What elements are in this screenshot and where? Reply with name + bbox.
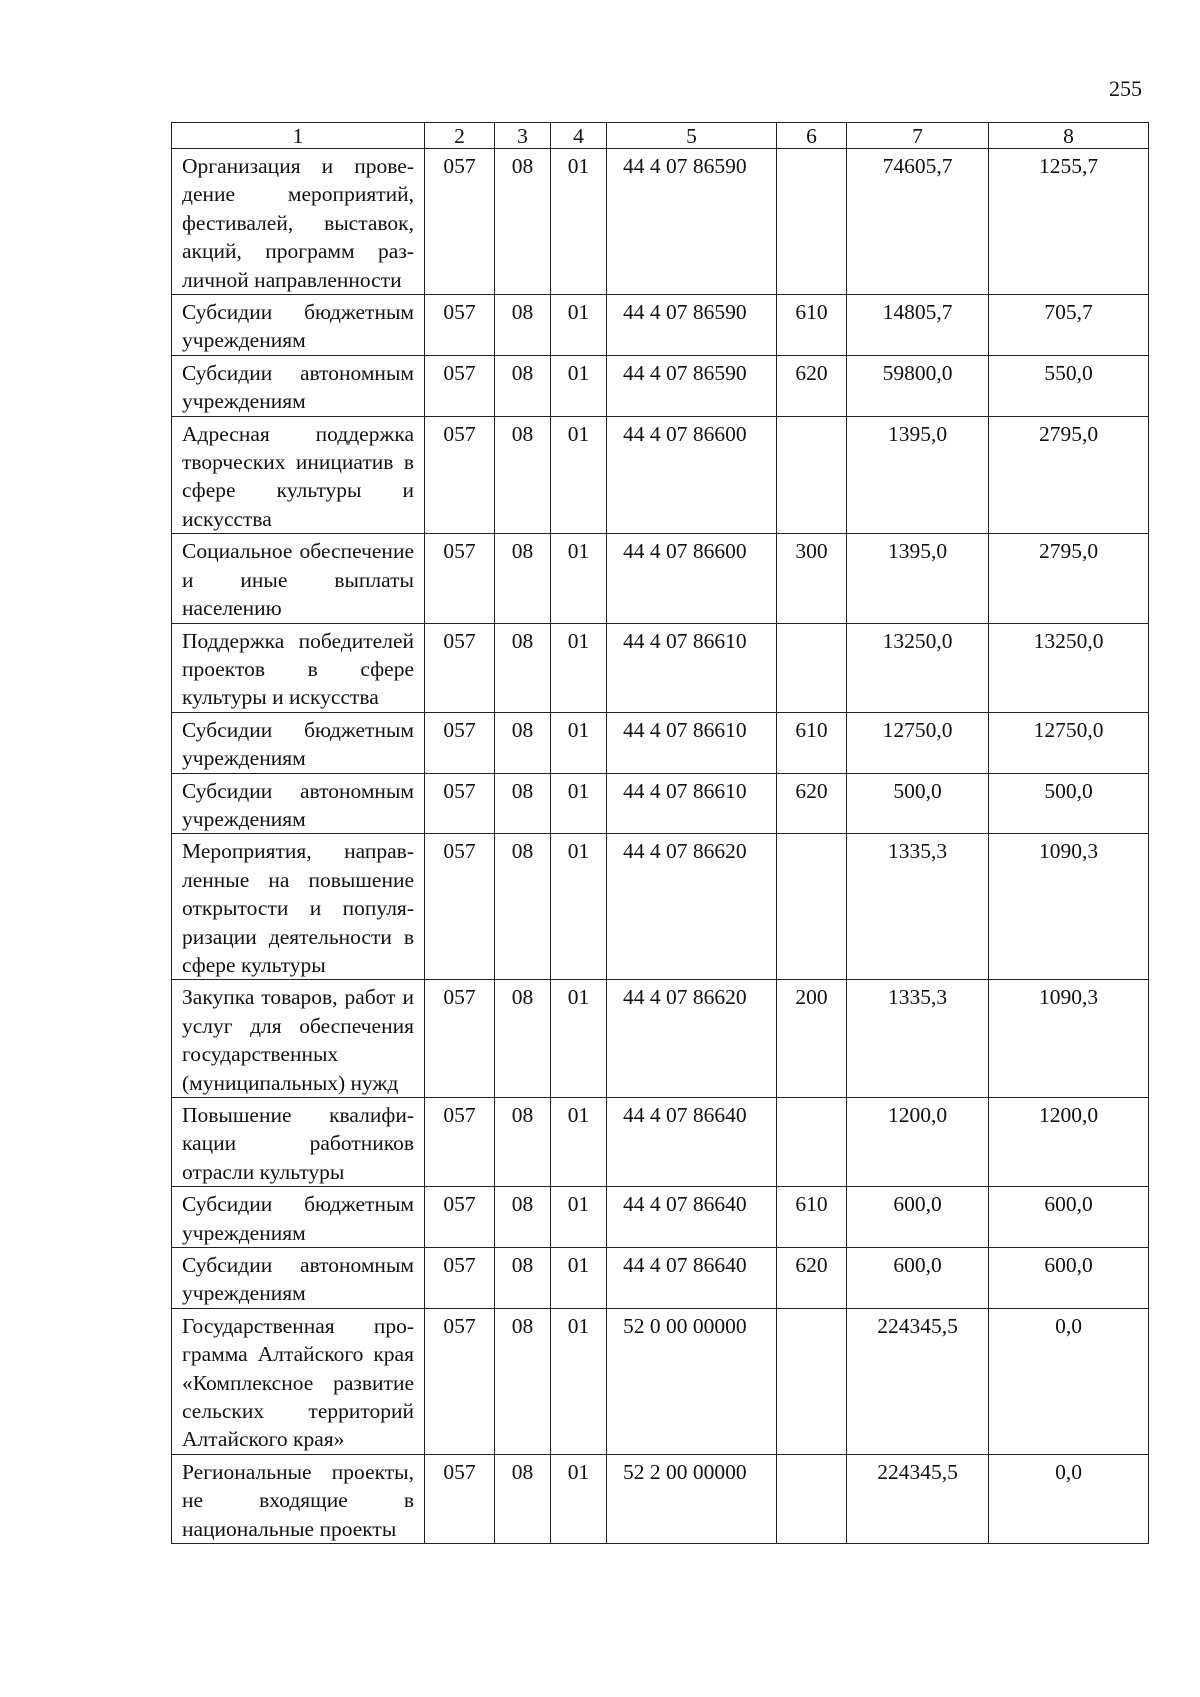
expense-type-cell: 610 [777,295,847,356]
page-number: 255 [1109,76,1142,101]
section-cell: 08 [495,1308,551,1454]
target-article-cell: 44 4 07 86610 [607,712,777,773]
section-cell: 08 [495,534,551,623]
table-row [172,416,1149,534]
section-cell: 08 [495,416,551,534]
expense-type-cell: 620 [777,1248,847,1309]
table-row [172,149,1149,295]
amount-col8-cell: 600,0 [989,1187,1149,1248]
subsection-cell: 01 [551,149,607,295]
expense-type-cell [777,1454,847,1543]
target-article-cell: 44 4 07 86600 [607,534,777,623]
admin-code-cell: 057 [425,149,495,295]
table-row [172,773,1149,834]
admin-code-cell: 057 [425,534,495,623]
admin-code-cell: 057 [425,1248,495,1309]
row-name-cell: Субсидии бюджетным учреждениям [172,295,425,356]
expense-type-cell [777,1098,847,1187]
row-name-cell: Субсидии автономным учреждениям [172,355,425,416]
target-article-cell: 44 4 07 86590 [607,355,777,416]
amount-col7-cell: 600,0 [847,1187,989,1248]
subsection-cell: 01 [551,534,607,623]
amount-col8-cell: 500,0 [989,773,1149,834]
amount-col7-cell: 14805,7 [847,295,989,356]
admin-code-cell: 057 [425,1187,495,1248]
row-name-cell: Региональные проекты, не входящие в национальные проекты [172,1454,425,1543]
amount-col8-cell: 1090,3 [989,980,1149,1098]
table-row [172,1454,1149,1543]
amount-col8-cell: 600,0 [989,1248,1149,1309]
table-row [172,1308,1149,1454]
section-cell: 08 [495,712,551,773]
admin-code-cell: 057 [425,355,495,416]
subsection-cell: 01 [551,834,607,980]
row-name-cell: Повышение квалификации работников отрасли культуры [172,1098,425,1187]
table-row [172,534,1149,623]
admin-code-cell: 057 [425,773,495,834]
amount-col7-cell: 1395,0 [847,416,989,534]
column-header-1: 1 [172,123,425,149]
table-row [172,834,1149,980]
expense-type-cell: 610 [777,712,847,773]
amount-col8-cell: 2795,0 [989,416,1149,534]
column-header-8: 8 [989,123,1149,149]
column-header-2: 2 [425,123,495,149]
amount-col8-cell: 13250,0 [989,623,1149,712]
target-article-cell: 44 4 07 86640 [607,1248,777,1309]
target-article-cell: 52 0 00 00000 [607,1308,777,1454]
row-name-cell: Субсидии автономным учреждениям [172,1248,425,1309]
target-article-cell: 44 4 07 86620 [607,834,777,980]
subsection-cell: 01 [551,1308,607,1454]
subsection-cell: 01 [551,416,607,534]
table-body [172,149,1149,1544]
amount-col8-cell: 12750,0 [989,712,1149,773]
target-article-cell: 44 4 07 86610 [607,773,777,834]
table-row [172,1098,1149,1187]
amount-col7-cell: 1395,0 [847,534,989,623]
row-name-cell: Субсидии бюджетным учреждениям [172,712,425,773]
amount-col7-cell: 224345,5 [847,1308,989,1454]
column-header-4: 4 [551,123,607,149]
target-article-cell: 44 4 07 86640 [607,1098,777,1187]
target-article-cell: 44 4 07 86610 [607,623,777,712]
section-cell: 08 [495,773,551,834]
section-cell: 08 [495,295,551,356]
section-cell: 08 [495,623,551,712]
admin-code-cell: 057 [425,1454,495,1543]
amount-col7-cell: 1335,3 [847,834,989,980]
admin-code-cell: 057 [425,834,495,980]
target-article-cell: 44 4 07 86600 [607,416,777,534]
section-cell: 08 [495,1454,551,1543]
amount-col8-cell: 705,7 [989,295,1149,356]
section-cell: 08 [495,834,551,980]
section-cell: 08 [495,980,551,1098]
subsection-cell: 01 [551,1187,607,1248]
row-name-cell: Субсидии бюджетным учреждениям [172,1187,425,1248]
budget-table [171,122,1149,1544]
amount-col8-cell: 1255,7 [989,149,1149,295]
subsection-cell: 01 [551,623,607,712]
admin-code-cell: 057 [425,1098,495,1187]
amount-col8-cell: 2795,0 [989,534,1149,623]
target-article-cell: 52 2 00 00000 [607,1454,777,1543]
table-row [172,712,1149,773]
section-cell: 08 [495,1187,551,1248]
amount-col8-cell: 1200,0 [989,1098,1149,1187]
expense-type-cell [777,834,847,980]
expense-type-cell [777,416,847,534]
column-header-7: 7 [847,123,989,149]
section-cell: 08 [495,1248,551,1309]
amount-col7-cell: 1200,0 [847,1098,989,1187]
table-row [172,355,1149,416]
row-name-cell: Мероприятия, направленные на повышение открытости и популяризации деятельности в сфере культуры [172,834,425,980]
amount-col7-cell: 500,0 [847,773,989,834]
column-header-5: 5 [607,123,777,149]
admin-code-cell: 057 [425,623,495,712]
subsection-cell: 01 [551,712,607,773]
admin-code-cell: 057 [425,416,495,534]
subsection-cell: 01 [551,980,607,1098]
expense-type-cell: 300 [777,534,847,623]
subsection-cell: 01 [551,1454,607,1543]
amount-col8-cell: 0,0 [989,1308,1149,1454]
amount-col8-cell: 0,0 [989,1454,1149,1543]
table-row [172,1248,1149,1309]
admin-code-cell: 057 [425,1308,495,1454]
row-name-cell: Поддержка победителей проектов в сфере культуры и искусства [172,623,425,712]
subsection-cell: 01 [551,355,607,416]
expense-type-cell [777,1308,847,1454]
admin-code-cell: 057 [425,980,495,1098]
admin-code-cell: 057 [425,712,495,773]
target-article-cell: 44 4 07 86640 [607,1187,777,1248]
section-cell: 08 [495,355,551,416]
target-article-cell: 44 4 07 86620 [607,980,777,1098]
amount-col7-cell: 600,0 [847,1248,989,1309]
table-row [172,295,1149,356]
table-row [172,980,1149,1098]
column-header-6: 6 [777,123,847,149]
expense-type-cell [777,149,847,295]
expense-type-cell: 610 [777,1187,847,1248]
expense-type-cell: 620 [777,773,847,834]
row-name-cell: Государственная программа Алтайского края «Комплексное развитие сельских территорий Алтайского края» [172,1308,425,1454]
table-row [172,1187,1149,1248]
row-name-cell: Социальное обеспечение и иные выплаты населению [172,534,425,623]
amount-col8-cell: 550,0 [989,355,1149,416]
row-name-cell: Адресная поддержка творческих инициатив в сфере культуры и искусства [172,416,425,534]
amount-col7-cell: 12750,0 [847,712,989,773]
subsection-cell: 01 [551,1098,607,1187]
amount-col8-cell: 1090,3 [989,834,1149,980]
amount-col7-cell: 224345,5 [847,1454,989,1543]
row-name-cell: Закупка товаров, работ и услуг для обеспечения государственных (муниципальных) нужд [172,980,425,1098]
target-article-cell: 44 4 07 86590 [607,149,777,295]
table-row [172,623,1149,712]
subsection-cell: 01 [551,295,607,356]
expense-type-cell: 200 [777,980,847,1098]
target-article-cell: 44 4 07 86590 [607,295,777,356]
amount-col7-cell: 13250,0 [847,623,989,712]
header-row [172,123,1149,149]
expense-type-cell: 620 [777,355,847,416]
row-name-cell: Организация и проведение мероприятий, фестивалей, выставок, акций, программ различной направленности [172,149,425,295]
subsection-cell: 01 [551,773,607,834]
section-cell: 08 [495,1098,551,1187]
amount-col7-cell: 74605,7 [847,149,989,295]
column-header-3: 3 [495,123,551,149]
admin-code-cell: 057 [425,295,495,356]
expense-type-cell [777,623,847,712]
subsection-cell: 01 [551,1248,607,1309]
amount-col7-cell: 59800,0 [847,355,989,416]
amount-col7-cell: 1335,3 [847,980,989,1098]
section-cell: 08 [495,149,551,295]
row-name-cell: Субсидии автономным учреждениям [172,773,425,834]
